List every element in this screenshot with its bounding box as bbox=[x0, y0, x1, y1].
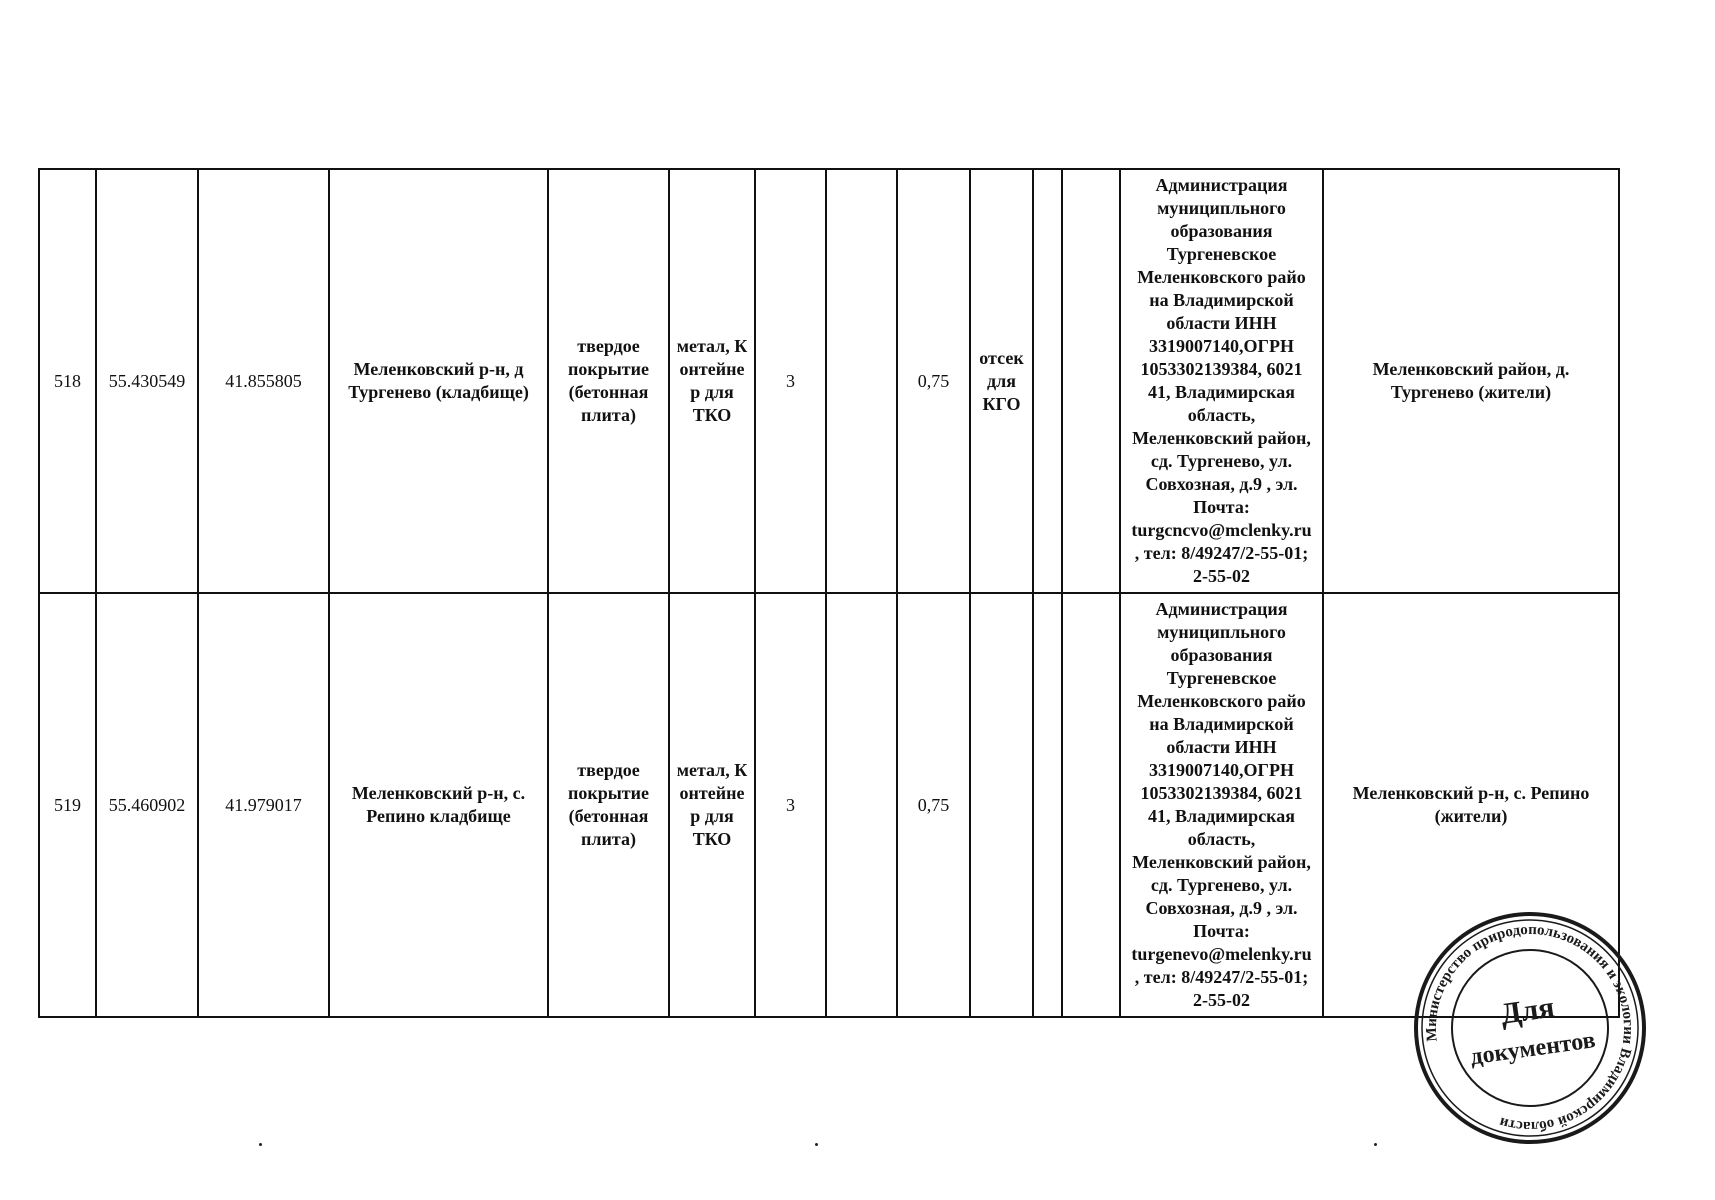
stamp-ring-text: Министерство природопользования и экологии Владимирской области bbox=[1423, 921, 1637, 1135]
empty-cell bbox=[1033, 169, 1062, 593]
surface-cell: твердое покрытие (бетонная плита) bbox=[548, 169, 669, 593]
empty-cell bbox=[826, 593, 897, 1017]
owner-cell: Администрация муниципльного образования Тургеневское Меленковского райо на Владимирской области ИНН 3319007140,ОГРН 1053302139384, 6021 41, Владимирская область, Меленковский район, сд. Тургенево, ул. Совхозная, д.9 , эл. Почта: turgcncvo@mclenky.ru , тел: 8/49247/2-55-01; 2-55-02 bbox=[1120, 169, 1323, 593]
latitude-cell: 55.460902 bbox=[96, 593, 198, 1017]
row-number: 519 bbox=[39, 593, 96, 1017]
scan-dot bbox=[259, 1143, 262, 1146]
kgo-cell bbox=[970, 593, 1033, 1017]
stamp-center-line1: Для bbox=[1498, 990, 1557, 1031]
owner-cell: Администрация муниципльного образования Тургеневское Меленковского райо на Владимирской области ИНН 3319007140,ОГРН 1053302139384, 6021 41, Владимирская область, Меленковский район, сд. Тургенево, ул. Совхозная, д.9 , эл. Почта: turgenevo@melenky.ru , тел: 8/49247/2-55-01; 2-55-02 bbox=[1120, 593, 1323, 1017]
stamp-icon bbox=[1394, 892, 1665, 1163]
latitude-cell: 55.430549 bbox=[96, 169, 198, 593]
official-stamp bbox=[1394, 892, 1665, 1163]
longitude-cell: 41.855805 bbox=[198, 169, 329, 593]
volume-cell: 0,75 bbox=[897, 593, 970, 1017]
surface-cell: твердое покрытие (бетонная плита) bbox=[548, 593, 669, 1017]
volume-cell: 0,75 bbox=[897, 169, 970, 593]
scan-dot bbox=[1374, 1143, 1377, 1146]
empty-cell bbox=[1062, 169, 1120, 593]
address-cell: Меленковский р-н, д Тургенево (кладбище) bbox=[329, 169, 548, 593]
stamp-center-line2: документов bbox=[1468, 1027, 1598, 1071]
table-row bbox=[39, 593, 1619, 1017]
svg-text:Министерство природопользовани bbox=[1410, 908, 1650, 1148]
waste-source-cell: Меленковский район, д. Тургенево (жители) bbox=[1323, 169, 1619, 593]
empty-cell bbox=[826, 169, 897, 593]
row-number: 518 bbox=[39, 169, 96, 593]
empty-cell bbox=[1062, 593, 1120, 1017]
container-count-cell: 3 bbox=[755, 593, 826, 1017]
registry-table bbox=[38, 168, 1620, 1018]
container-cell: метал, К онтейне р для ТКО bbox=[669, 169, 755, 593]
container-cell: метал, К онтейне р для ТКО bbox=[669, 593, 755, 1017]
table-row bbox=[39, 169, 1619, 593]
empty-cell bbox=[1033, 593, 1062, 1017]
container-count-cell: 3 bbox=[755, 169, 826, 593]
address-cell: Меленковский р-н, с. Репино кладбище bbox=[329, 593, 548, 1017]
kgo-cell: отсек для КГО bbox=[970, 169, 1033, 593]
waste-source-cell: Меленковский р-н, с. Репино (жители) bbox=[1323, 593, 1619, 1017]
scan-dot bbox=[815, 1143, 818, 1146]
longitude-cell: 41.979017 bbox=[198, 593, 329, 1017]
